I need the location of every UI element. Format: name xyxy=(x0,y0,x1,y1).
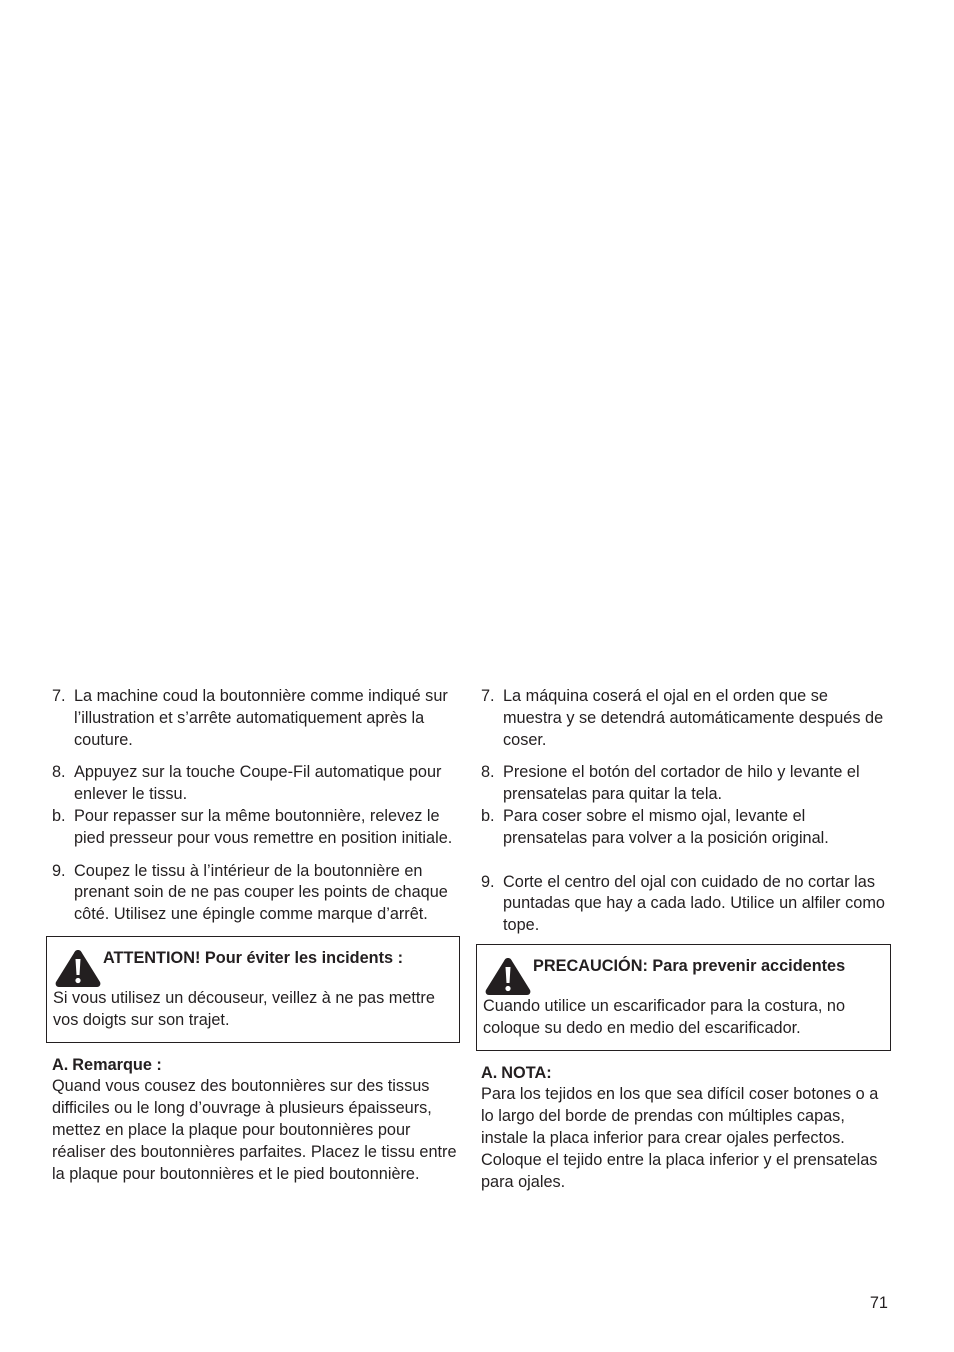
step-number: 7. xyxy=(481,687,495,705)
step-text: La máquina coserá el ojal en el orden que se muestra y se detendrá automáticamente después de coser. xyxy=(503,687,884,749)
step-7 xyxy=(481,686,891,751)
step-7 xyxy=(52,686,460,751)
step-number: 9. xyxy=(481,872,495,891)
spanish-column xyxy=(481,686,891,1193)
step-8b xyxy=(481,806,891,850)
step-number: b. xyxy=(481,806,495,825)
warning-title: ATTENTION! Pour éviter les incidents : xyxy=(103,948,404,967)
warning-triangle-icon xyxy=(53,948,103,988)
note-text: Para los tejidos en los que sea difícil coser botones o a lo largo del borde de prendas con múltiples capas, instale la placa inferior para crear ojales perfectos. Coloque el tejido entre la placa inferior y el prensatelas para ojales. xyxy=(481,1085,879,1191)
step-text: Appuyez sur la touche Coupe-Fil automatique pour enlever le tissu. xyxy=(74,763,442,804)
step-8b xyxy=(52,806,460,850)
step-number: b. xyxy=(52,806,66,825)
step-number: 8. xyxy=(52,763,66,782)
step-9 xyxy=(52,861,460,926)
step-text: Corte el centro del ojal con cuidado de no cortar las puntadas que hay a cada lado. Utilice un alfiler como tope. xyxy=(503,872,885,935)
warning-title: PRECAUCIÓN: Para prevenir accidentes xyxy=(533,956,846,975)
french-column xyxy=(52,686,460,1185)
step-number: 9. xyxy=(52,861,66,880)
step-text: Presione el botón del cortador de hilo y levante el prensatelas para quitar la tela. xyxy=(503,763,860,804)
step-text: La machine coud la boutonnière comme indiqué sur l’illustration et s’arrête automatiquement après la couture. xyxy=(74,687,448,749)
step-9 xyxy=(481,872,891,937)
warning-box xyxy=(476,944,891,1051)
warning-box xyxy=(46,936,460,1043)
note-label: A. xyxy=(481,1063,498,1082)
note-label: A. xyxy=(52,1055,69,1074)
step-text: Coupez le tissu à l’intérieur de la boutonnière en prenant soin de ne pas couper les points de chaque côté. Utilisez une épingle comme marque d’arrêt. xyxy=(74,861,448,924)
note-heading xyxy=(481,1063,891,1085)
warning-text: Cuando utilice un escarificador para la costura, no coloque su dedo en medio del escarificador. xyxy=(483,996,846,1037)
warning-text: Si vous utilisez un découseur, veillez à ne pas mettre vos doigts sur son trajet. xyxy=(53,988,435,1029)
note-title: Remarque : xyxy=(72,1055,162,1074)
note-heading xyxy=(52,1055,460,1077)
step-text: Pour repasser sur la même boutonnière, relevez le pied presseur pour vous remettre en position initiale. xyxy=(74,806,453,847)
warning-triangle-icon xyxy=(483,956,533,996)
step-8 xyxy=(481,762,891,806)
note-title: NOTA: xyxy=(501,1063,552,1082)
step-text: Para coser sobre el mismo ojal, levante el prensatelas para volver a la posición original. xyxy=(503,806,829,847)
note-text: Quand vous cousez des boutonnières sur des tissus difficiles ou le long d’ouvrage à plusieurs épaisseurs, mettez en place la plaque pour boutonnières pour réaliser des boutonnières parfaites. Placez le tissu entre la plaque pour boutonnières et le pied boutonnière. xyxy=(52,1077,457,1183)
step-number: 8. xyxy=(481,763,495,782)
step-8 xyxy=(52,762,460,806)
step-number: 7. xyxy=(52,687,66,705)
page-number: 71 xyxy=(869,1294,888,1312)
